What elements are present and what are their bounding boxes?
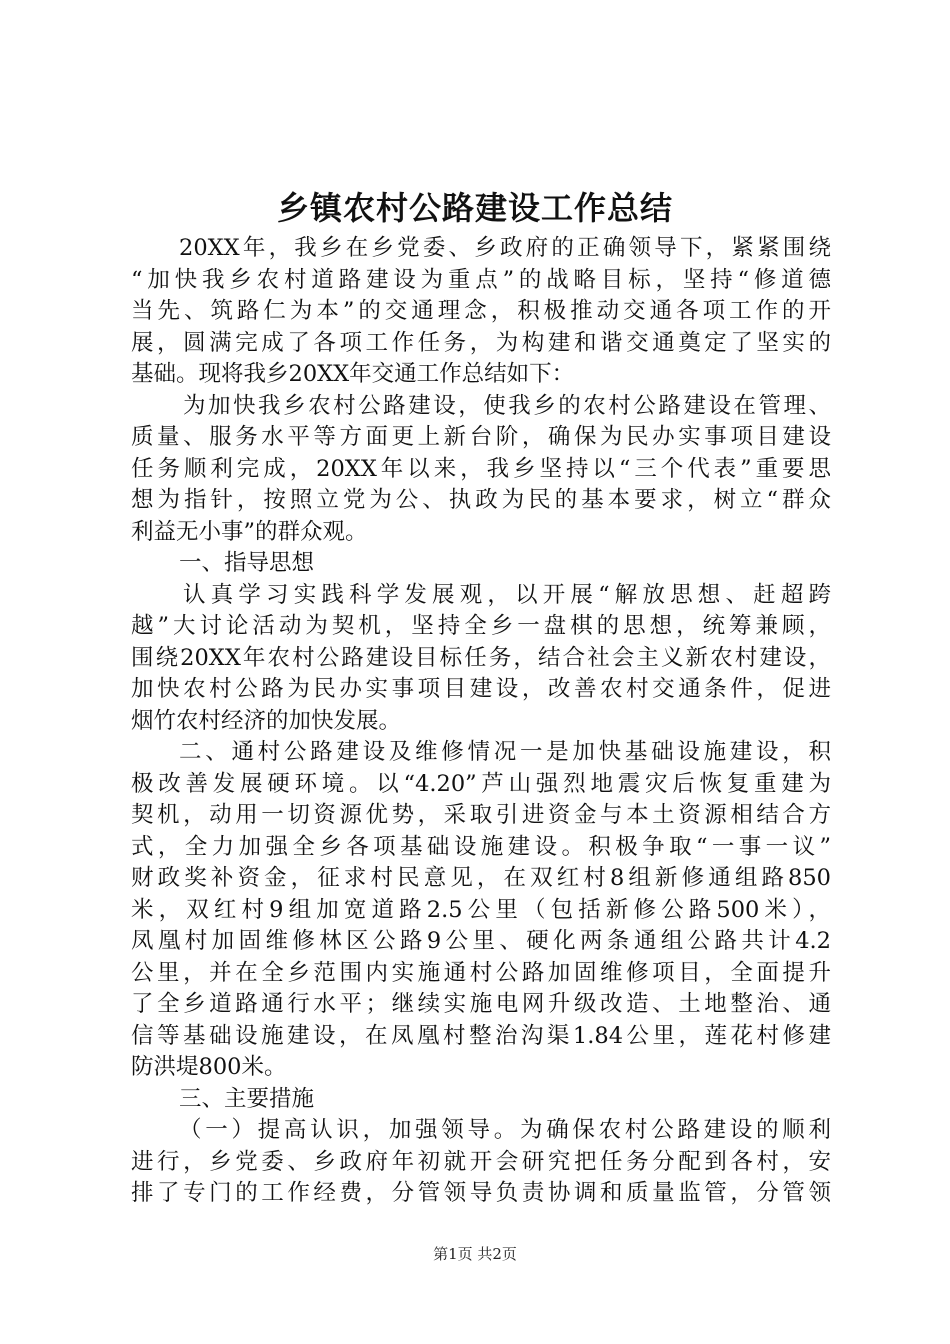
document-title: 乡镇农村公路建设工作总结 <box>276 189 673 227</box>
page-footer: 第1页 共2页 <box>433 1245 517 1263</box>
body-line: 契机，动用一切资源优势，采取引进资金与本土资源相结合方 <box>131 802 831 828</box>
body-line: 当先、筑路仁为本”的交通理念，积极推动交通各项工作的开 <box>131 298 831 324</box>
body-line: 烟竹农村经济的加快发展。 <box>131 707 402 734</box>
body-line: 想为指针，按照立党为公、执政为民的基本要求，树立“群众 <box>131 487 831 513</box>
document-body <box>131 233 831 1210</box>
body-line: 凤凰村加固维修林区公路9公里、硬化两条通组公路共计4.2 <box>131 928 831 954</box>
body-line: 排了专门的工作经费，分管领导负责协调和质量监管，分管领 <box>131 1180 831 1206</box>
body-line: 展，圆满完成了各项工作任务，为构建和谐交通奠定了坚实的 <box>131 329 831 356</box>
body-line: 利益无小事”的群众观。 <box>131 518 368 545</box>
body-line: 公里，并在全乡范围内实施通村公路加固维修项目，全面提升 <box>131 959 831 986</box>
body-line: 任务顺利完成，20XX年以来，我乡坚持以“三个代表”重要思 <box>131 455 831 482</box>
body-line: 米，双红村9组加宽道路2.5公里（包括新修公路500米）， <box>131 896 831 923</box>
body-line: 质量、服务水平等方面更上新台阶，确保为民办实事项目建设 <box>131 424 831 450</box>
body-line: 20XX年，我乡在乡党委、乡政府的正确领导下，紧紧围绕 <box>179 235 831 261</box>
body-line: 式，全力加强全乡各项基础设施建设。积极争取“一事一议” <box>131 833 831 860</box>
body-line: 二、通村公路建设及维修情况一是加快基础设施建设，积 <box>179 739 831 765</box>
body-line: 信等基础设施建设，在凤凰村整治沟渠1.84公里，莲花村修建 <box>131 1022 831 1049</box>
body-line: （一）提高认识，加强领导。为确保农村公路建设的顺利 <box>179 1117 831 1143</box>
body-line: 了全乡道路通行水平；继续实施电网升级改造、土地整治、通 <box>131 991 831 1017</box>
body-line: 三、主要措施 <box>179 1085 315 1112</box>
body-line: 极改善发展硬环境。以“4.20”芦山强烈地震灾后恢复重建为 <box>131 770 831 797</box>
body-line: 认真学习实践科学发展观，以开展“解放思想、赶超跨 <box>183 581 831 608</box>
body-line: 一、指导思想 <box>179 550 315 576</box>
body-line: “加快我乡农村道路建设为重点”的战略目标，坚持“修道德 <box>131 266 831 293</box>
body-line: 加快农村公路为民办实事项目建设，改善农村交通条件，促进 <box>131 676 831 702</box>
body-line: 进行，乡党委、乡政府年初就开会研究把任务分配到各村，安 <box>131 1148 831 1175</box>
body-line: 防洪堤800米。 <box>131 1054 287 1080</box>
body-line: 围绕20XX年农村公路建设目标任务，结合社会主义新农村建设， <box>131 644 831 671</box>
body-line: 财政奖补资金，征求村民意见，在双红村8组新修通组路850 <box>131 865 831 891</box>
body-line: 为加快我乡农村公路建设，使我乡的农村公路建设在管理、 <box>183 392 831 419</box>
body-line: 越”大讨论活动为契机，坚持全乡一盘棋的思想，统筹兼顾， <box>131 613 831 639</box>
body-line: 基础。现将我乡20XX年交通工作总结如下： <box>131 361 575 387</box>
